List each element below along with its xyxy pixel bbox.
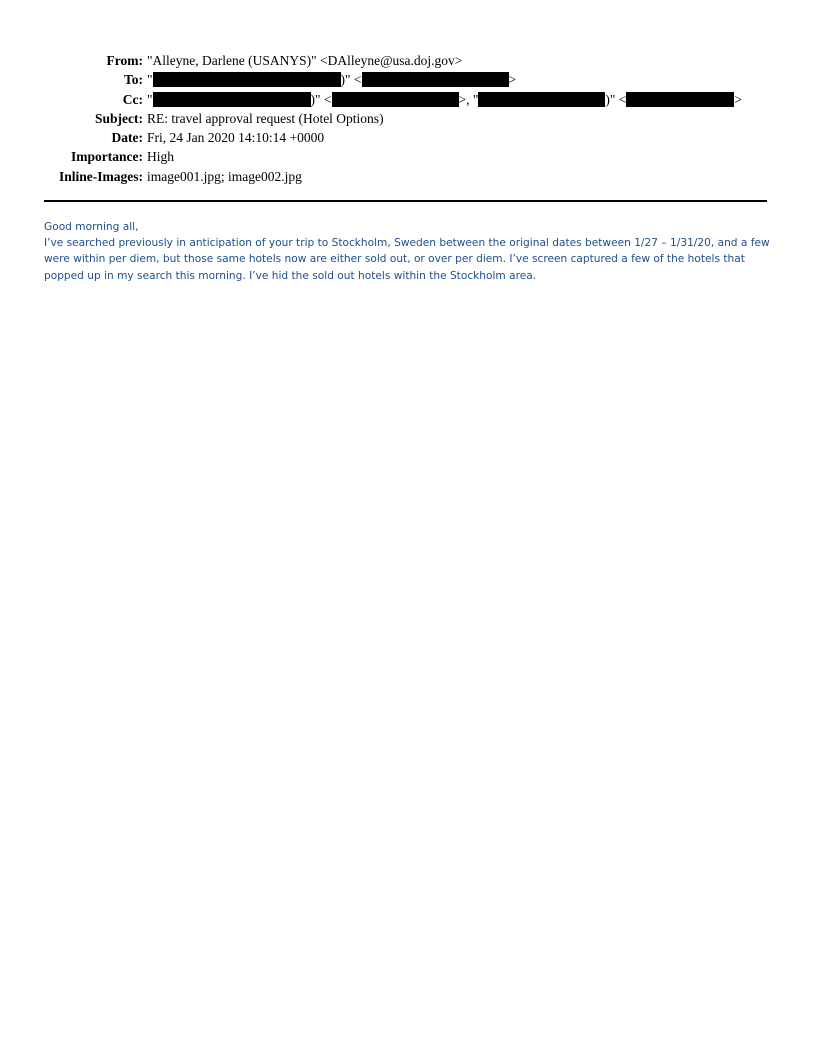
importance-row xyxy=(0,147,816,166)
date-label: Date: xyxy=(111,130,143,146)
redaction-block xyxy=(332,92,459,107)
cc-separator-2: >, " xyxy=(458,91,479,107)
importance-label: Importance: xyxy=(71,149,143,165)
redaction-block xyxy=(478,92,605,107)
to-separator: )" < xyxy=(340,72,362,88)
to-label: To: xyxy=(123,72,143,88)
to-bracket-close: > xyxy=(508,72,517,88)
cc-separator-1: )" < xyxy=(310,91,332,107)
to-quote-open: " xyxy=(147,72,153,88)
cc-bracket-close: > xyxy=(734,91,743,107)
to-value xyxy=(147,70,516,89)
inline-images-value: image001.jpg; image002.jpg xyxy=(147,168,302,184)
date-row xyxy=(0,128,816,147)
subject-row xyxy=(0,109,816,128)
redaction-block xyxy=(626,92,734,107)
message-body xyxy=(44,219,770,284)
redaction-block xyxy=(362,72,509,87)
header-divider xyxy=(44,200,767,202)
importance-value: High xyxy=(147,149,174,165)
cc-label: Cc: xyxy=(122,91,143,107)
message-paragraph: I’ve searched previously in anticipation of your trip to Stockholm, Sweden between the original dates between 1/27 – 1/31/20, and a few were within per diem, but those same hotels now are either sold out, or over per diem. I’ve screen captured a few of the hotels that popped up in my search this morning. I’ve hid the sold out hotels within the Stockholm area. xyxy=(44,237,770,282)
inline-images-row xyxy=(0,167,816,186)
date-value: Fri, 24 Jan 2020 14:10:14 +0000 xyxy=(147,130,325,146)
subject-label: Subject: xyxy=(95,110,143,126)
cc-row xyxy=(0,90,816,109)
cc-value xyxy=(147,90,742,109)
email-header xyxy=(0,51,816,186)
redaction-block xyxy=(153,72,341,87)
from-value: "Alleyne, Darlene (USANYS)" <DAlleyne@usa.doj.gov> xyxy=(147,53,463,68)
greeting: Good morning all, xyxy=(44,221,139,233)
cc-separator-3: )" < xyxy=(605,91,627,107)
cc-quote-open: " xyxy=(147,91,153,107)
redaction-block xyxy=(153,92,311,107)
subject-value: RE: travel approval request (Hotel Options) xyxy=(147,110,384,126)
inline-images-label: Inline-Images: xyxy=(59,168,143,184)
to-row xyxy=(0,70,816,89)
from-row xyxy=(0,51,816,70)
from-label: From: xyxy=(106,53,143,68)
